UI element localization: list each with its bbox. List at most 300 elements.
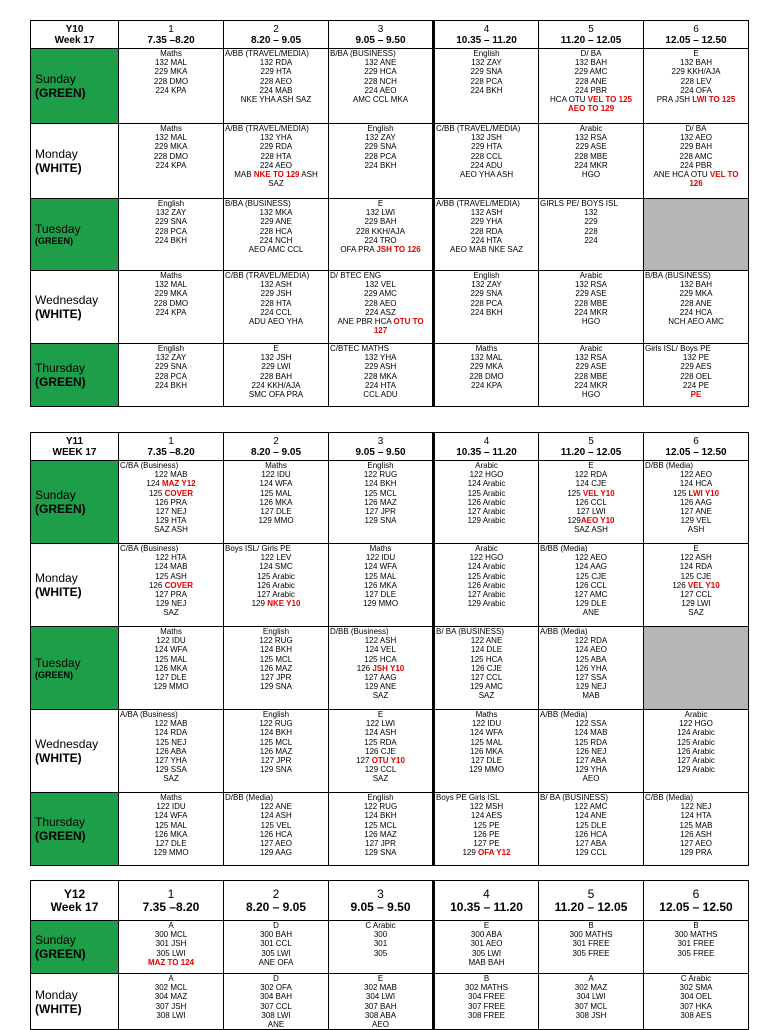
- lesson-text: 127 AEO: [259, 839, 293, 849]
- lesson-title: [225, 793, 327, 802]
- period-time: 8.20 – 9.05: [250, 34, 302, 46]
- lesson-line: [436, 227, 537, 236]
- lesson-line: [120, 1011, 222, 1020]
- lesson-line: [540, 848, 642, 857]
- lesson-line: [436, 142, 537, 151]
- lesson-text: Maths: [160, 271, 182, 280]
- lesson-text: 305 LWI: [156, 948, 186, 958]
- lesson-text: 304 BAH: [259, 992, 293, 1002]
- lesson-line: [540, 747, 642, 756]
- lesson-title: [330, 344, 431, 353]
- lesson-text: 307 CCL: [260, 1001, 292, 1011]
- lesson-line: [645, 67, 747, 76]
- lesson-text: 129 Arabic: [677, 765, 715, 775]
- lesson-line: [120, 830, 222, 839]
- lesson-line: [436, 930, 537, 939]
- lesson-text: 129 Arabic: [467, 516, 506, 526]
- lesson-line: [540, 390, 642, 399]
- lesson-text: 129 MMO: [153, 848, 189, 858]
- lesson-line: [330, 821, 431, 830]
- lesson-text: 126 YHA: [575, 663, 607, 673]
- lesson-text: SAZ: [372, 691, 389, 701]
- period-header-row: [31, 21, 749, 49]
- lesson-line: [330, 848, 431, 857]
- lesson-line: [120, 949, 222, 958]
- lesson-text: 229 ASH: [364, 362, 397, 372]
- lesson-line: [540, 470, 642, 479]
- lesson-line: [645, 280, 747, 289]
- lesson-text: B/BB (Media): [540, 544, 588, 553]
- lesson-line: [540, 353, 642, 362]
- lesson-line: [225, 67, 327, 76]
- lesson-cell: [119, 461, 224, 544]
- empty-period-cell: [644, 627, 749, 710]
- lesson-text: E: [483, 921, 490, 930]
- lesson-text: 308 LWI: [156, 1010, 186, 1020]
- lesson-cell: [539, 124, 644, 199]
- lesson-line: [436, 58, 537, 67]
- lesson-line: [540, 289, 642, 298]
- lesson-text: 126 MKA: [364, 580, 397, 590]
- lesson-cell: [539, 271, 644, 344]
- day-row-thursday: [31, 793, 749, 866]
- lesson-text: 224 CCL: [260, 307, 292, 317]
- lesson-line: [330, 133, 431, 142]
- lesson-text: 132 MAL: [154, 280, 188, 290]
- day-label-cell: [31, 627, 119, 710]
- lesson-line: [225, 599, 327, 608]
- lesson-text: 127 Arabic: [677, 756, 715, 766]
- period-number: 3: [377, 886, 384, 901]
- lesson-text: 127 DLE: [470, 756, 503, 766]
- lesson-text: MAB BAH: [468, 957, 505, 967]
- lesson-line: [645, 848, 747, 857]
- lesson-line: [330, 470, 431, 479]
- period-number: 1: [168, 435, 174, 447]
- lesson-line: [330, 802, 431, 811]
- lesson-text: 126 AAG: [679, 497, 713, 507]
- lesson-line: [330, 86, 431, 95]
- period-number: 2: [272, 886, 280, 901]
- lesson-text: 124 WFA: [259, 479, 293, 489]
- lesson-line: [330, 682, 431, 691]
- period-time: 10.35 – 11.20: [456, 34, 517, 46]
- lesson-line: [436, 765, 537, 774]
- lesson-line: [120, 572, 222, 581]
- lesson-title: [225, 124, 327, 133]
- lesson-cell: [644, 544, 749, 627]
- lesson-text: 228 ANE: [680, 298, 712, 308]
- lesson-line: [330, 992, 431, 1001]
- lesson-line: [120, 77, 222, 86]
- lesson-line: [120, 1002, 222, 1011]
- period-header-1: [119, 21, 224, 49]
- lesson-text: A: [588, 974, 594, 983]
- period-header-2: [224, 21, 329, 49]
- lesson-line: [330, 236, 431, 245]
- lesson-line: [225, 227, 327, 236]
- lesson-cell: [644, 710, 749, 793]
- lesson-line: [120, 236, 222, 245]
- week-label: WEEK 17: [52, 446, 97, 458]
- lesson-text: 126 CJE: [365, 746, 396, 756]
- lesson-line: [120, 372, 222, 381]
- lesson-line: [225, 217, 327, 226]
- lesson-line: [225, 489, 327, 498]
- period-time: 7.35 –8.20: [142, 899, 200, 914]
- lesson-text: B/ BA (BUSINESS): [436, 627, 505, 636]
- lesson-text: MAB: [582, 691, 600, 701]
- lesson-line: [540, 983, 642, 992]
- lesson-text: ANE: [582, 608, 600, 618]
- lesson-line: [436, 308, 537, 317]
- day-color-code: (GREEN): [35, 236, 73, 246]
- lesson-cell: [539, 793, 644, 866]
- lesson-text: English: [262, 627, 290, 636]
- lesson-line: [330, 719, 431, 728]
- period-number: 1: [167, 886, 175, 901]
- lesson-text: 122 LWI: [365, 719, 396, 729]
- lesson-text: 229 RDA: [259, 142, 293, 152]
- lesson-line: [540, 208, 642, 217]
- lesson-text: Maths: [475, 344, 498, 353]
- lesson-line: [645, 983, 747, 992]
- lesson-line: [330, 372, 431, 381]
- lesson-text: 126 MKA: [259, 497, 293, 507]
- lesson-line: [225, 245, 327, 254]
- lesson-text: AEO: [582, 774, 600, 784]
- lesson-line: [540, 104, 642, 113]
- lesson-text: 132 BAH: [679, 280, 713, 290]
- lesson-line: [540, 489, 642, 498]
- lesson-line: [436, 245, 537, 254]
- lesson-line: [330, 774, 431, 783]
- lesson-text: 228 AEO: [364, 298, 397, 308]
- lesson-text: 229 MKA: [154, 67, 188, 77]
- lesson-text: 122 SSA: [575, 719, 607, 729]
- lesson-line: [120, 958, 222, 967]
- lesson-cell: [434, 921, 539, 974]
- lesson-text: 124 AAG: [574, 562, 608, 572]
- lesson-text: GIRLS PE/ BOYS ISL: [540, 199, 618, 208]
- lesson-text: 132 ZAY: [471, 280, 502, 290]
- lesson-cell: [119, 199, 224, 271]
- lesson-line: [645, 738, 747, 747]
- lesson-line: [645, 553, 747, 562]
- lesson-line: [120, 608, 222, 617]
- lesson-line: [540, 645, 642, 654]
- lesson-line: [436, 77, 537, 86]
- lesson-title: [540, 461, 642, 470]
- lesson-text: 301 FREE: [677, 939, 715, 949]
- lesson-title: [436, 271, 537, 280]
- lesson-line: [330, 308, 431, 317]
- lesson-text: 129 MMO: [468, 765, 505, 775]
- lesson-cell: [539, 344, 644, 407]
- period-number: 3: [377, 435, 384, 447]
- lesson-line: [540, 381, 642, 390]
- lesson-text: SAZ ASH: [154, 525, 188, 535]
- lesson-text: English: [262, 710, 290, 719]
- lesson-line: [645, 756, 747, 765]
- lesson-text: 224 BKH: [154, 235, 188, 245]
- lesson-text: 126 PRA: [154, 497, 188, 507]
- lesson-title: [645, 974, 747, 983]
- lesson-line: [436, 673, 537, 682]
- lesson-text: 122 IDU: [471, 719, 502, 729]
- lesson-text: 129 SNA: [259, 682, 293, 692]
- lesson-line: [330, 839, 431, 848]
- lesson-text: 126 MAZ: [259, 746, 293, 756]
- cover-note: LWI TO 125: [692, 95, 736, 105]
- year-label: Y10: [65, 23, 84, 35]
- lesson-line: [120, 939, 222, 948]
- day-row-wednesday: [31, 710, 749, 793]
- lesson-text: 127 JPR: [260, 673, 292, 683]
- lesson-line: [330, 581, 431, 590]
- lesson-text: 224 BKH: [364, 160, 397, 170]
- lesson-text: 129 NEJ: [575, 682, 607, 692]
- lesson-line: [330, 939, 431, 948]
- period-header-6: [644, 881, 749, 921]
- lesson-line: [330, 77, 431, 86]
- day-row-monday: [31, 974, 749, 1030]
- lesson-text: 127 ANE: [680, 507, 712, 517]
- lesson-line: [225, 738, 327, 747]
- lesson-title: [330, 124, 431, 133]
- lesson-text: 229 HTA: [471, 142, 502, 152]
- lesson-text: A: [168, 921, 174, 930]
- lesson-text: 125 MAB: [679, 820, 713, 830]
- lesson-cell: [329, 710, 434, 793]
- lesson-line: [645, 830, 747, 839]
- lesson-text: Maths: [160, 793, 182, 802]
- lesson-text: 122 RDA: [574, 470, 608, 480]
- lesson-title: [120, 49, 222, 58]
- lesson-text: 132 ZAY: [155, 208, 187, 218]
- lesson-cell: [434, 793, 539, 866]
- lesson-text: 228 PCA: [154, 371, 188, 381]
- lesson-text: 127 PE: [473, 839, 500, 849]
- lesson-line: [540, 507, 642, 516]
- lesson-text: 224 PBR: [574, 85, 608, 95]
- lesson-line: [436, 381, 537, 390]
- lesson-cell: [434, 974, 539, 1030]
- period-time: 8.20 – 9.05: [250, 446, 302, 458]
- day-label-cell: [31, 974, 119, 1030]
- lesson-line: [330, 572, 431, 581]
- lesson-text: D/BB (Media): [645, 461, 694, 470]
- lesson-text: SMC OFA PRA: [248, 390, 304, 400]
- lesson-text: 228 HCA: [259, 226, 293, 236]
- lesson-title: [645, 344, 747, 353]
- lesson-title: [120, 710, 222, 719]
- period-number: 2: [273, 435, 279, 447]
- lesson-line: [436, 599, 537, 608]
- lesson-line: [645, 308, 747, 317]
- lesson-line: [120, 516, 222, 525]
- lesson-text: 224 BKH: [470, 85, 503, 95]
- lesson-line: [436, 747, 537, 756]
- lesson-line: [645, 811, 747, 820]
- lesson-line: [540, 479, 642, 488]
- lesson-text: 228 MKA: [364, 371, 397, 381]
- lesson-text: 122 AEO: [679, 470, 713, 480]
- lesson-text: 224 OFA: [680, 85, 712, 95]
- lesson-text: English: [157, 199, 185, 208]
- day-row-sunday: [31, 49, 749, 124]
- lesson-line: [225, 58, 327, 67]
- lesson-line: [436, 498, 537, 507]
- lesson-line: [540, 67, 642, 76]
- empty-period-cell: [644, 199, 749, 271]
- lesson-line: [330, 1011, 431, 1020]
- lesson-text: 122 HGO: [469, 470, 504, 480]
- lesson-line: [645, 572, 747, 581]
- lesson-cell: [224, 199, 329, 271]
- lesson-cell: [644, 974, 749, 1030]
- lesson-text: 129: [462, 848, 479, 858]
- lesson-line: [436, 830, 537, 839]
- lesson-line: [330, 949, 431, 958]
- lesson-text: SAZ: [163, 774, 179, 784]
- lesson-line: [225, 516, 327, 525]
- lesson-text: English: [367, 793, 394, 802]
- lesson-title: [645, 461, 747, 470]
- lesson-title: [645, 544, 747, 553]
- lesson-title: [225, 974, 327, 983]
- lesson-text: 308 ABA: [364, 1010, 397, 1020]
- lesson-line: [225, 655, 327, 664]
- lesson-text: 304 OEL: [680, 992, 712, 1002]
- lesson-text: 132 VEL: [365, 280, 396, 290]
- lesson-line: [120, 673, 222, 682]
- lesson-text: 129: [567, 516, 581, 526]
- lesson-text: 124 BKH: [259, 645, 293, 655]
- year-label: Y11: [65, 435, 84, 447]
- cover-note: AEO Y10: [580, 516, 615, 526]
- lesson-text: NCH AEO AMC: [668, 317, 724, 327]
- lesson-cell: [329, 544, 434, 627]
- lesson-line: [120, 811, 222, 820]
- day-row-thursday: [31, 344, 749, 407]
- lesson-line: [120, 774, 222, 783]
- day-name: Monday: [35, 147, 78, 161]
- lesson-text: Arabic: [579, 344, 603, 353]
- lesson-line: [225, 765, 327, 774]
- lesson-line: [120, 562, 222, 571]
- lesson-text: 129 HTA: [155, 516, 187, 526]
- day-label-cell: [31, 199, 119, 271]
- lesson-cell: [434, 49, 539, 124]
- lesson-line: [540, 152, 642, 161]
- lesson-text: 124 BKH: [259, 728, 293, 738]
- lesson-line: [436, 489, 537, 498]
- lesson-line: [330, 381, 431, 390]
- day-color-code: (GREEN): [35, 829, 86, 843]
- lesson-cell: [329, 627, 434, 710]
- lesson-line: [645, 179, 747, 188]
- lesson-line: [436, 811, 537, 820]
- lesson-line: [330, 756, 431, 765]
- lesson-title: [540, 974, 642, 983]
- lesson-line: [330, 161, 431, 170]
- lesson-text: 124 SMC: [259, 562, 293, 572]
- lesson-line: [225, 1002, 327, 1011]
- lesson-line: [225, 470, 327, 479]
- lesson-text: 132 PE: [682, 353, 710, 363]
- lesson-line: [225, 133, 327, 142]
- lesson-text: 132 RDA: [259, 58, 293, 68]
- period-header-3: [329, 881, 434, 921]
- lesson-text: 129 VEL: [680, 516, 712, 526]
- lesson-line: [540, 930, 642, 939]
- period-header-3: [329, 21, 434, 49]
- lesson-title: [540, 710, 642, 719]
- lesson-text: Arabic: [579, 271, 603, 280]
- period-time: 12.05 – 12.50: [665, 446, 727, 458]
- lesson-text: 124 MAB: [574, 728, 608, 738]
- lesson-line: [540, 308, 642, 317]
- lesson-text: 224 KPA: [155, 160, 187, 170]
- lesson-text: AEO MAB NKE SAZ: [450, 245, 523, 255]
- cover-note: OFA Y12: [478, 848, 511, 858]
- lesson-text: 129 MMO: [153, 682, 189, 692]
- day-name: Wednesday: [35, 737, 99, 751]
- lesson-text: Girls ISL/ Boys PE: [645, 344, 711, 353]
- cover-note: LWI Y10: [688, 488, 720, 498]
- lesson-title: [225, 544, 327, 553]
- lesson-text: 305: [373, 948, 388, 958]
- lesson-line: [225, 95, 327, 104]
- lesson-line: [540, 95, 642, 104]
- lesson-text: 122 MAB: [154, 719, 188, 729]
- lesson-text: A/BB (TRAVEL/MEDIA): [225, 49, 309, 58]
- lesson-cell: [539, 710, 644, 793]
- cover-note: COVER: [164, 580, 194, 590]
- lesson-text: 305 FREE: [572, 948, 610, 958]
- lesson-text: 132 MAL: [470, 353, 503, 363]
- day-row-sunday: [31, 921, 749, 974]
- lesson-cell: [119, 49, 224, 124]
- lesson-text: 125 RDA: [364, 737, 397, 747]
- lesson-cell: [434, 124, 539, 199]
- period-time: 12.05 – 12.50: [665, 34, 727, 46]
- period-number: 4: [483, 435, 490, 447]
- day-name: Monday: [35, 571, 78, 585]
- period-time: 11.20 – 12.05: [554, 899, 628, 914]
- lesson-text: 125: [567, 488, 583, 498]
- lesson-line: [225, 949, 327, 958]
- lesson-line: [436, 655, 537, 664]
- lesson-text: 224 KPA: [155, 85, 187, 95]
- lesson-title: [330, 461, 431, 470]
- lesson-text: 125 MAL: [259, 488, 293, 498]
- lesson-line: [540, 516, 642, 525]
- cover-note: AEO TO 129: [567, 104, 615, 114]
- lesson-text: 124 MAB: [154, 562, 188, 572]
- lesson-line: [120, 983, 222, 992]
- lesson-line: [436, 1011, 537, 1020]
- day-name: Thursday: [35, 815, 86, 829]
- period-number: 3: [377, 23, 384, 35]
- lesson-line: [120, 992, 222, 1001]
- lesson-text: A: [168, 974, 174, 983]
- lesson-text: Maths: [160, 124, 182, 133]
- lesson-line: [120, 227, 222, 236]
- cover-note: OTU Y10: [371, 756, 405, 766]
- lesson-text: 122 LEV: [260, 553, 292, 563]
